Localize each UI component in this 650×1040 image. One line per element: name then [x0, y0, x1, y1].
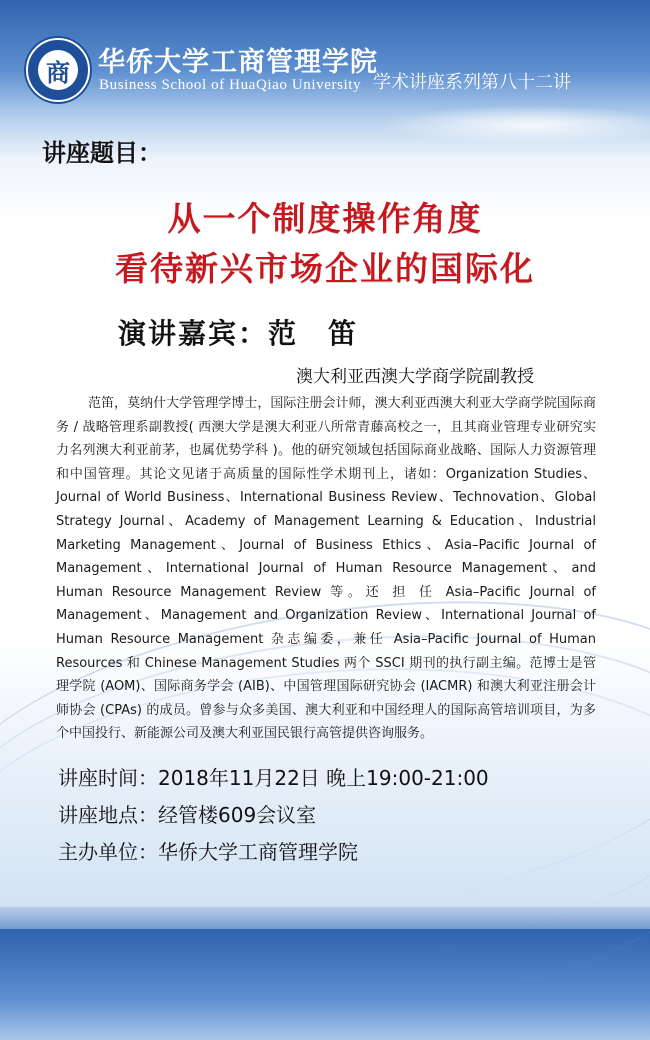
lecture-series: 学术讲座系列第八十二讲 [373, 72, 571, 93]
lecture-time: 讲座时间：2018年11月22日 晚上19:00-21:00 [58, 766, 489, 790]
bottom-band [0, 907, 650, 929]
school-name-cn: 华侨大学工商管理学院 [98, 47, 378, 78]
logo-glyph: 商 [38, 50, 78, 90]
topic-label: 讲座题目： [42, 139, 162, 167]
sky-highlight [380, 105, 650, 145]
speaker-title: 澳大利亚西澳大学商学院副教授 [296, 367, 534, 387]
lecture-host: 主办单位：华侨大学工商管理学院 [58, 840, 358, 864]
poster-header [0, 0, 650, 110]
school-logo-icon [26, 38, 90, 102]
speaker-bio: 范笛，莫纳什大学管理学博士，国际注册会计师，澳大利亚西澳大利亚大学商学院国际商务 / 战略管理系副教授( 西澳大学是澳大利亚八所常青藤高校之一，且其商业管理专业研究实力名列澳大利亚前茅，也属优势学科 )。他的研究领域包括国际商业战略、国际人力资源管理和中国管理。其论文见诸于高质量的国际性学术期刊上，诸如：Organization Studies、Journal of World Business、International Business Review、Technovation、Global Strategy Journal、Academy of Management Learning & Education、Industrial Marketing Management、Journal of Business Ethics、Asia–Pacific Journal of Management、International Journal of Human Resource Management、and Human Resource Management Review 等。还 担 任 Asia–Pacific Journal of Management、Management and Organization Review、International Journal of Human Resource Management 杂志编委，兼任 Asia–Pacific Journal of Human Resources 和 Chinese Management Studies 两个 SSCI 期刊的执行副主编。范博士是管理学院 (AOM)、国际商务学会 (AIB)、中国管理国际研究协会 (IACMR) 和澳大利亚注册会计师协会 (CPAs) 的成员。曾参与众多美国、澳大利亚和中国经理人的国际高管培训项目，为多个中国投行、新能源公司及澳大利亚国民银行高管提供咨询服务。 [56, 396, 596, 742]
school-name-en: Business School of HuaQiao University [99, 77, 362, 93]
speaker-name: 演讲嘉宾：范 笛 [118, 317, 359, 350]
lecture-title-line1: 从一个制度操作角度 [167, 199, 483, 238]
lecture-title-line2: 看待新兴市场企业的国际化 [115, 249, 535, 288]
lecture-location: 讲座地点：经管楼609会议室 [58, 803, 317, 827]
